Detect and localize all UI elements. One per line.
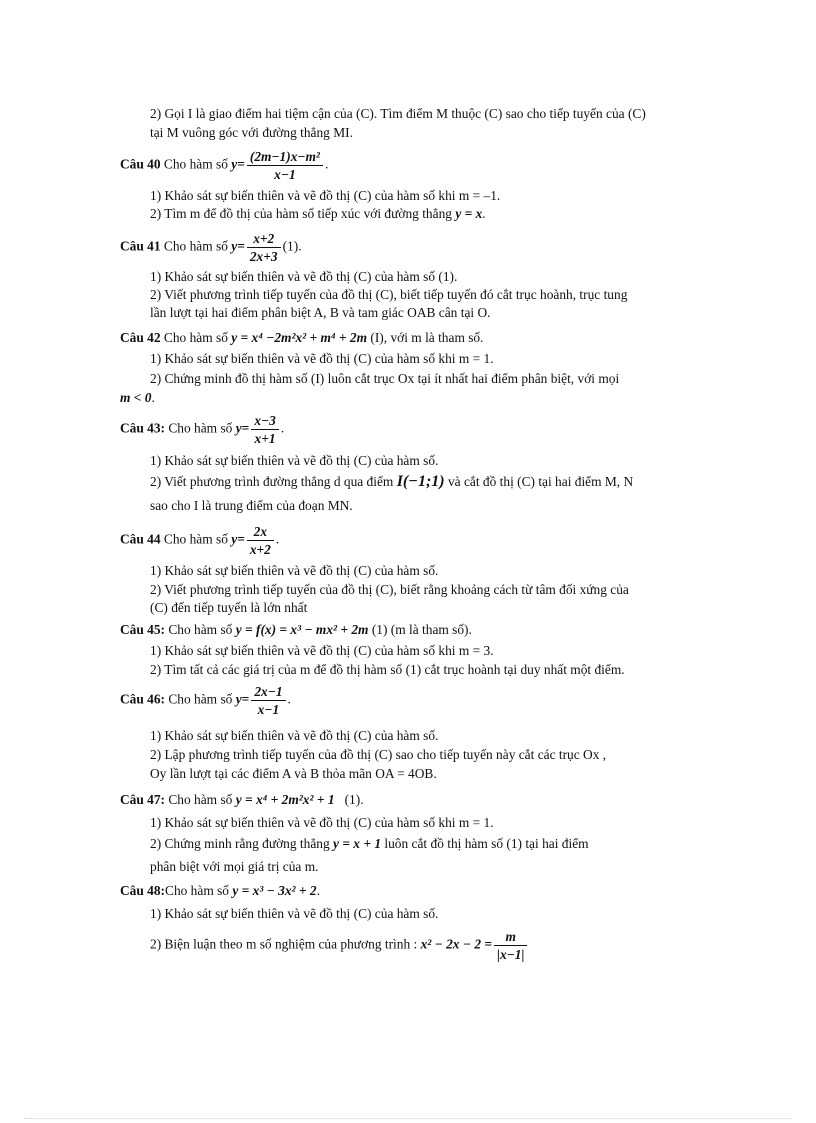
- formula-tail: (1) (m là tham số).: [371, 622, 472, 637]
- question-label: Câu 42: [120, 330, 161, 345]
- formula-eq: =: [237, 531, 245, 547]
- sub-item: 1) Khảo sát sự biến thiên và vẽ đồ thị (C) của hàm số khi m = 1.: [150, 815, 494, 830]
- sub-item: 1) Khảo sát sự biến thiên và vẽ đồ thị (C) của hàm số.: [150, 453, 439, 468]
- sub-item: 1) Khảo sát sự biến thiên và vẽ đồ thị (C) của hàm số.: [150, 728, 439, 743]
- formula-end: .: [280, 420, 285, 436]
- numerator: (2m−1)x−m²: [249, 149, 320, 164]
- numerator: x+2: [253, 231, 275, 246]
- formula: y = f(x) = x³ − mx² + 2m: [235, 622, 369, 637]
- numerator: x−3: [254, 413, 276, 428]
- formula-y: y: [231, 531, 238, 547]
- page-bottom-divider: [24, 1118, 792, 1119]
- text-line: 2) Gọi I là giao điểm hai tiệm cận của (C). Tìm điểm M thuộc (C) sao cho tiếp tuyến của (C): [150, 106, 646, 121]
- sub-item: [150, 928, 698, 963]
- formula-end: .: [482, 206, 486, 221]
- fraction: [247, 523, 274, 558]
- formula: y = x: [455, 206, 483, 221]
- numerator: 2x: [253, 524, 268, 539]
- denominator: x+1: [251, 429, 279, 447]
- denominator: x−1: [251, 700, 285, 718]
- fraction: [247, 148, 323, 183]
- question-label: Câu 41: [120, 238, 161, 254]
- fraction: [251, 683, 285, 718]
- formula: y = x + 1: [333, 836, 382, 851]
- sub-item: [150, 204, 698, 223]
- denominator: |x−1|: [494, 945, 527, 963]
- question-label: Câu 46:: [120, 691, 166, 707]
- sub-item: 2) Lập phương trình tiếp tuyến của đồ thị (C) sao cho tiếp tuyến này cắt các trục Ox ,: [150, 747, 607, 762]
- fraction: [247, 230, 281, 265]
- formula: y = x³ − 3x² + 2: [232, 883, 317, 898]
- formula-end: .: [151, 390, 155, 405]
- sub-item: 1) Khảo sát sự biến thiên và vẽ đồ thị (C) của hàm số khi m = 1.: [150, 351, 494, 366]
- sub-item: 1) Khảo sát sự biến thiên và vẽ đồ thị (C) của hàm số.: [150, 906, 439, 921]
- formula-end: .: [287, 691, 291, 707]
- question-40: [120, 148, 698, 183]
- question-label: Câu 44: [120, 531, 161, 547]
- formula: y = x⁴ −2m²x² + m⁴ + 2m: [231, 330, 368, 345]
- question-label: Câu 48:: [120, 883, 166, 898]
- formula-end: .: [275, 531, 280, 547]
- sub-item: 1) Khảo sát sự biến thiên và vẽ đồ thị (C) của hàm số.: [150, 563, 439, 578]
- sub-item: [150, 472, 698, 491]
- formula: I(−1;1): [396, 473, 445, 490]
- fraction: [494, 928, 527, 963]
- sub-text: 2) Chứng minh rằng đường thẳng: [150, 836, 330, 851]
- sub-item: 1) Khảo sát sự biến thiên và vẽ đồ thị (C) của hàm số (1).: [150, 269, 458, 284]
- question-intro: Cho hàm số: [163, 330, 228, 345]
- sub-item: 2) Viết phương trình tiếp tuyến của đồ thị (C), biết tiếp tuyến đó cắt trục hoành, trục tung: [150, 287, 628, 302]
- sub-item: (C) đến tiếp tuyến là lớn nhất: [150, 600, 308, 615]
- question-intro: Cho hàm số: [165, 883, 229, 898]
- sub-item: [150, 834, 698, 853]
- fraction: [251, 412, 279, 447]
- question-intro: Cho hàm số: [163, 156, 228, 172]
- formula-y: y: [235, 420, 242, 436]
- formula-y: y: [235, 691, 242, 707]
- question-intro: Cho hàm số: [168, 792, 233, 807]
- formula: x² − 2x − 2 =: [420, 936, 492, 952]
- formula-eq: =: [237, 238, 245, 254]
- numerator: 2x−1: [254, 684, 283, 699]
- question-46: [120, 683, 698, 718]
- sub-item: 2) Viết phương trình tiếp tuyến của đồ thị (C), biết rằng khoảng cách từ tâm đối xứng của: [150, 582, 629, 597]
- question-intro: Cho hàm số: [168, 622, 233, 637]
- sub-item: Oy lần lượt tại các điểm A và B thỏa mãn OA = 4OB.: [150, 766, 437, 781]
- question-intro: Cho hàm số: [163, 238, 228, 254]
- formula: y = x⁴ + 2m²x² + 1: [235, 792, 335, 807]
- question-45: [120, 620, 698, 639]
- formula-eq: =: [241, 420, 250, 436]
- formula-y: y: [231, 238, 238, 254]
- question-41: [120, 230, 698, 265]
- question-intro: Cho hàm số: [168, 691, 233, 707]
- sub-item: 1) Khảo sát sự biến thiên và vẽ đồ thị (C) của hàm số khi m = 3.: [150, 643, 494, 658]
- sub-text: 2) Biện luận theo m số nghiệm của phương trình :: [150, 936, 418, 952]
- formula-tail: (1).: [344, 792, 364, 807]
- question-42: [120, 328, 698, 347]
- sub-item: [120, 388, 698, 407]
- question-label: Câu 45:: [120, 622, 166, 637]
- sub-item: sao cho I là trung điểm của đoạn MN.: [150, 498, 353, 513]
- formula-end: .: [316, 883, 320, 898]
- formula-y: y: [231, 156, 238, 172]
- sub-item: phân biệt với mọi giá trị của m.: [150, 859, 319, 874]
- sub-text: 2) Viết phương trình đường thẳng d qua điểm: [150, 474, 394, 489]
- question-48: [120, 881, 698, 900]
- question-47: [120, 790, 698, 809]
- question-label: Câu 40: [120, 156, 161, 172]
- formula-end: (1).: [282, 238, 302, 254]
- sub-text: luôn cắt đồ thị hàm số (1) tại hai điểm: [384, 836, 589, 851]
- sub-item: 1) Khảo sát sự biến thiên và vẽ đồ thị (C) của hàm số khi m = –1.: [150, 188, 501, 203]
- question-label: Câu 43:: [120, 420, 166, 436]
- text-line: tại M vuông góc với đường thẳng MI.: [150, 125, 353, 140]
- sub-text: và cắt đồ thị (C) tại hai điểm M, N: [447, 474, 634, 489]
- sub-item: 2) Tìm tất cả các giá trị của m để đồ thị hàm số (1) cắt trục hoành tại duy nhất một điểm.: [150, 662, 625, 677]
- sub-item: 2) Chứng minh đồ thị hàm số (I) luôn cắt trục Ox tại ít nhất hai điểm phân biệt, với mọi: [150, 371, 620, 386]
- question-intro: Cho hàm số: [168, 420, 233, 436]
- formula-tail: (I), với m là tham số.: [370, 330, 484, 345]
- question-intro: Cho hàm số: [163, 531, 228, 547]
- formula-eq: =: [237, 156, 245, 172]
- question-label: Câu 47:: [120, 792, 166, 807]
- denominator: x+2: [247, 540, 274, 558]
- numerator: m: [505, 929, 516, 944]
- denominator: 2x+3: [247, 247, 281, 265]
- formula: m < 0: [120, 390, 152, 405]
- formula-eq: =: [241, 691, 250, 707]
- question-43: [120, 412, 698, 447]
- sub-text: 2) Tìm m để đồ thị của hàm số tiếp xúc với đường thẳng: [150, 206, 452, 221]
- denominator: x−1: [247, 165, 323, 183]
- formula-end: .: [324, 156, 329, 172]
- sub-item: lần lượt tại hai điểm phân biệt A, B và tam giác OAB cân tại O.: [150, 305, 491, 320]
- question-44: [120, 523, 698, 558]
